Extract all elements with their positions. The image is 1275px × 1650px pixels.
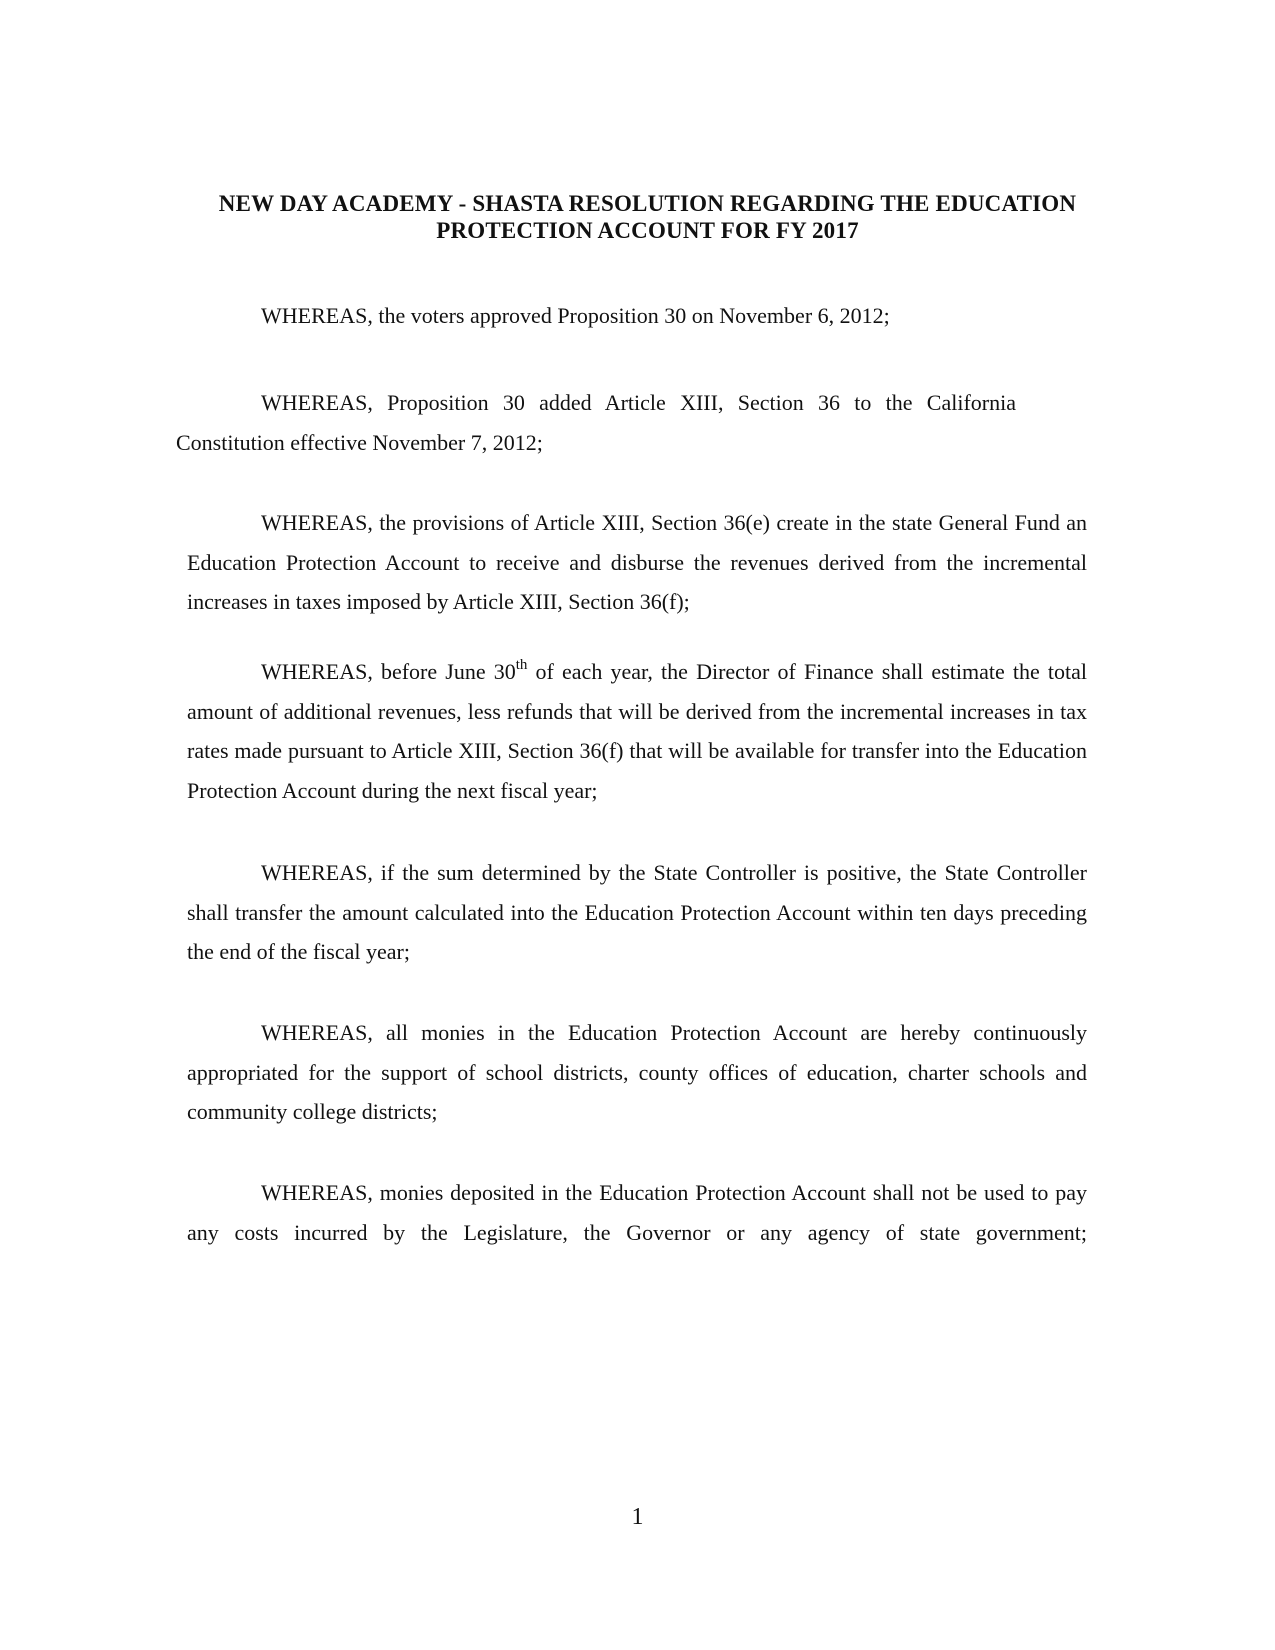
paragraph-4-rest: of each year, the Director of Finance shall estimate the total amount of additional revenues, less refunds that will be derived from the incremental increases in tax rates made pursuant to Article XIII, Section 36(f) that will be available for transfer into the Education Protection Account during the next fiscal year; [187,659,1087,803]
whereas-paragraph-5: WHEREAS, if the sum determined by the State Controller is positive, the State Controller shall transfer the amount calculated into the Education Protection Account within ten days preceding the end of the fiscal year; [187,860,1087,964]
whereas-paragraph-7: WHEREAS, monies deposited in the Education Protection Account shall not be used to pay any costs incurred by the Legislature, the Governor or any agency of state government; [187,1180,1087,1245]
page-number: 1 [631,1504,644,1530]
paragraph-4-lead: WHEREAS, before June 30 [261,659,516,684]
whereas-paragraph-2: WHEREAS, Proposition 30 added Article XIII, Section 36 to the California Constitution effective November 7, 2012; [176,390,1016,455]
title-line-1: NEW DAY ACADEMY - SHASTA RESOLUTION REGARDING THE EDUCATION [218,191,1077,216]
whereas-paragraph-1: WHEREAS, the voters approved Proposition 30 on November 6, 2012; [261,303,890,328]
document-title [160,190,1135,244]
whereas-paragraph-6: WHEREAS, all monies in the Education Protection Account are hereby continuously appropriated for the support of school districts, county offices of education, charter schools and community college districts; [187,1020,1087,1124]
whereas-paragraph-4 [187,652,1087,810]
ordinal-suffix: th [515,657,528,673]
title-line-2: PROTECTION ACCOUNT FOR FY 2017 [436,218,859,243]
whereas-paragraph-3: WHEREAS, the provisions of Article XIII, Section 36(e) create in the state General Fund an Education Protection Account to receive and disburse the revenues derived from the incremental increases in taxes imposed by Article XIII, Section 36(f); [187,510,1087,614]
